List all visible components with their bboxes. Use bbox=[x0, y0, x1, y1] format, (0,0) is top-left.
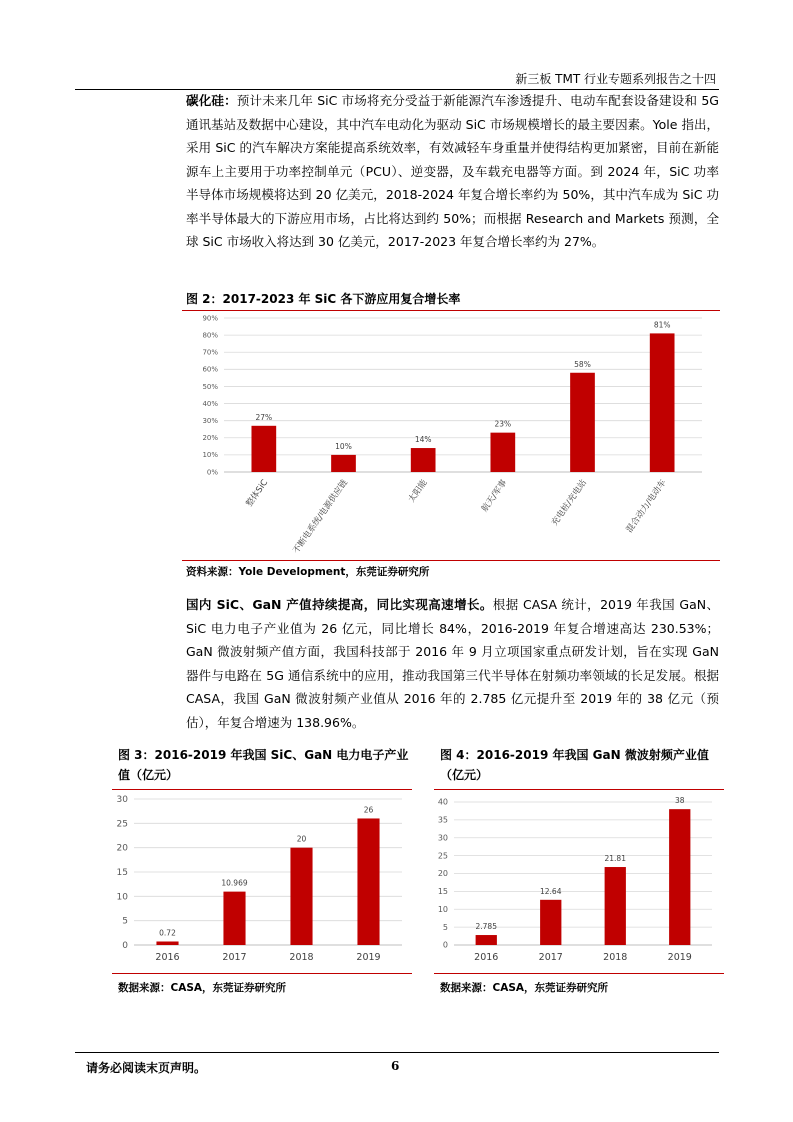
data-label: 20 bbox=[296, 834, 307, 844]
y-tick-label: 15 bbox=[116, 868, 128, 878]
y-tick-label: 0 bbox=[442, 940, 448, 950]
paragraph-domestic bbox=[186, 593, 719, 734]
figure3-title: 图 3：2016-2019 年我国 SiC、GaN 电力电子产业值（亿元） bbox=[118, 748, 409, 782]
x-category-label: 不断电系统/电源供应链 bbox=[291, 477, 350, 556]
figure2-title: 图 2：2017-2023 年 SiC 各下游应用复合增长率 bbox=[186, 292, 461, 306]
y-tick-label: 70% bbox=[202, 348, 218, 357]
footer-divider bbox=[75, 1052, 719, 1053]
paragraph-sic-lead: 碳化硅： bbox=[186, 93, 237, 108]
figure3-chart bbox=[112, 790, 412, 972]
x-category-label: 2016 bbox=[474, 952, 499, 963]
figure2-source: 资料来源：Yole Development，东莞证券研究所 bbox=[186, 566, 430, 578]
page-number: 6 bbox=[391, 1059, 400, 1073]
bar bbox=[605, 867, 626, 945]
y-tick-label: 5 bbox=[122, 916, 128, 927]
bar bbox=[223, 892, 245, 945]
y-tick-label: 40 bbox=[437, 797, 448, 807]
bar bbox=[251, 426, 276, 472]
y-tick-label: 30% bbox=[202, 417, 218, 425]
bar bbox=[490, 433, 515, 472]
bar bbox=[476, 935, 497, 945]
x-category-label: 2017 bbox=[538, 952, 563, 963]
data-label: 58% bbox=[574, 359, 591, 369]
y-tick-label: 40% bbox=[202, 399, 218, 408]
y-tick-label: 60% bbox=[202, 365, 218, 374]
paragraph-sic-body: 预计未来几年 SiC 市场将充分受益于新能源汽车渗透提升、电动车配套设备建设和 5G 通讯基站及数据中心建设，其中汽车电动化为驱动 SiC 市场规模增长的最主要因素。Yole 指出，采用 SiC 的汽车解决方案能提高系统效率，有效减轻车身重量并使得结构更加紧密，目前在新能源车上主要用于功率控制单元（PCU）、逆变器，及车载充电器等方面。到 2024 年，SiC 功率半导体市场规模将达到 20 亿美元，2018-2024 年复合增长率约为 50%，其中汽车成为 SiC 功率半导体最大的下游应用市场，占比将达到约 50%；而根据 Research and Markets 预测，全球 SiC 市场收入将达到 30 亿美元，2017-2023 年复合增长率约为 27%。 bbox=[186, 93, 720, 249]
y-tick-label: 50% bbox=[202, 382, 218, 391]
y-tick-label: 35 bbox=[437, 815, 448, 825]
bar bbox=[650, 333, 675, 472]
figure4-bottom-rule bbox=[434, 973, 724, 974]
data-label: 14% bbox=[414, 435, 432, 445]
x-category-label: 2017 bbox=[222, 952, 247, 963]
data-label: 26 bbox=[363, 805, 374, 815]
y-tick-label: 20 bbox=[116, 843, 128, 854]
paragraph-domestic-lead: 国内 SiC、GaN 产值持续提高，同比实现高速增长。 bbox=[186, 597, 493, 612]
data-label: 27% bbox=[255, 412, 273, 422]
y-tick-label: 20 bbox=[437, 869, 448, 879]
bar bbox=[570, 373, 595, 472]
figure3-source: 数据来源：CASA，东莞证券研究所 bbox=[118, 982, 287, 994]
y-tick-label: 0 bbox=[122, 941, 128, 951]
paragraph-domestic-body: 根据 CASA 统计，2019 年我国 GaN、SiC 电力电子产业值为 26 亿元，同比增长 84%，2016-2019 年复合增速高达 230.53%；GaN 微波射频产值方面，我国科技部于 2016 年 9 月立项国家重点研发计划，旨在实现 GaN 器件与电路在 5G 通信系统中的应用，推动我国第三代半导体在射频功率领域的长足发展。根据 CASA，我国 GaN 微波射频产业值从 2016 年的 2.785 亿元提升至 2019 年的 38 亿元（预估），年复合增速为 138.96%。 bbox=[186, 597, 719, 730]
data-label: 81% bbox=[653, 320, 671, 330]
y-tick-label: 25 bbox=[437, 851, 448, 861]
x-category-label: 充电桩/充电站 bbox=[549, 477, 589, 528]
figure4-title: 图 4：2016-2019 年我国 GaN 微波射频产业值（亿元） bbox=[440, 748, 709, 782]
data-label: 23% bbox=[494, 419, 512, 429]
figure2-bottom-rule bbox=[182, 560, 720, 561]
x-category-label: 混合动力/电动车 bbox=[624, 477, 669, 535]
figure2-top-rule bbox=[182, 310, 720, 311]
y-tick-label: 80% bbox=[202, 331, 218, 340]
y-tick-label: 5 bbox=[442, 922, 448, 932]
data-label: 21.81 bbox=[604, 854, 626, 864]
figure4-source: 数据来源：CASA，东莞证券研究所 bbox=[440, 982, 609, 994]
paragraph-sic bbox=[186, 89, 719, 254]
y-tick-label: 10 bbox=[437, 904, 448, 914]
y-tick-label: 20% bbox=[202, 434, 218, 443]
data-label: 12.64 bbox=[540, 886, 562, 896]
bar bbox=[411, 448, 436, 472]
y-tick-label: 0% bbox=[206, 468, 218, 477]
bar bbox=[540, 900, 561, 945]
x-category-label: 2018 bbox=[603, 952, 628, 963]
x-category-label: 2019 bbox=[356, 952, 381, 963]
y-tick-label: 25 bbox=[116, 819, 128, 830]
x-category-label: 整体SiC bbox=[244, 477, 271, 509]
data-label: 0.72 bbox=[159, 928, 176, 938]
data-label: 38 bbox=[674, 796, 685, 806]
y-tick-label: 30 bbox=[116, 795, 128, 805]
x-category-label: 2019 bbox=[667, 952, 692, 963]
y-tick-label: 10% bbox=[202, 451, 218, 460]
data-label: 10% bbox=[335, 441, 352, 451]
figure2-chart bbox=[182, 312, 720, 560]
report-series-title: 新三板 TMT 行业专题系列报告之十四 bbox=[515, 72, 716, 86]
x-category-label: 2018 bbox=[289, 952, 314, 963]
data-label: 10.969 bbox=[221, 878, 248, 888]
bar bbox=[331, 455, 356, 472]
figure4-chart bbox=[434, 790, 724, 972]
x-category-label: 2016 bbox=[155, 952, 180, 963]
y-tick-label: 90% bbox=[202, 314, 218, 323]
bar bbox=[669, 809, 690, 945]
bar bbox=[156, 941, 178, 945]
y-tick-label: 30 bbox=[437, 833, 448, 843]
y-tick-label: 15 bbox=[437, 887, 448, 897]
bar bbox=[357, 818, 379, 945]
bar bbox=[290, 848, 312, 945]
x-category-label: 太阳能 bbox=[406, 477, 430, 505]
figure3-bottom-rule bbox=[112, 973, 412, 974]
data-label: 2.785 bbox=[475, 922, 497, 932]
x-category-label: 航天/军事 bbox=[479, 477, 510, 514]
footer-disclaimer: 请务必阅读末页声明。 bbox=[86, 1061, 207, 1075]
y-tick-label: 10 bbox=[116, 892, 128, 903]
